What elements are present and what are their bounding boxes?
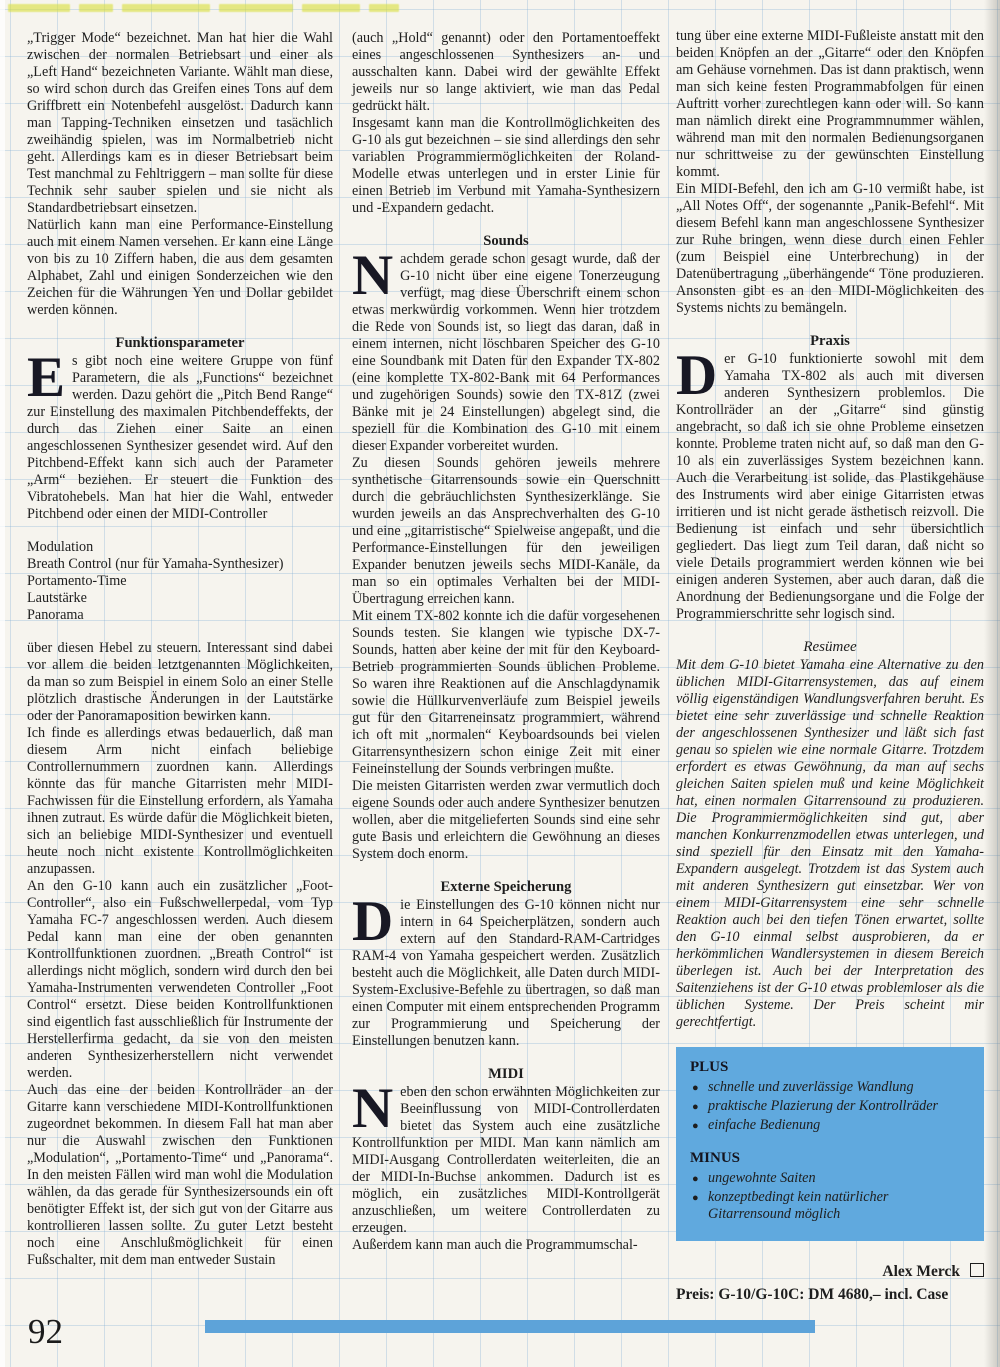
plus-item-text: schnelle und zuverlässige Wandlung — [708, 1079, 914, 1095]
section-heading-funktionsparameter: Funktionsparameter — [115, 335, 245, 351]
faded-text-block — [369, 4, 399, 12]
paragraph-hold: (auch „Hold“ genannt) oder den Portamentoeffekt eines angeschlossenen Synthesizers an- und ausschalten kann. Dabei wird der gewählte Effekt jeweils nur so lange aktiviert, wie man das Pedal gedrückt hält. — [352, 30, 660, 114]
paragraph-foot-controller: An den G-10 kann auch ein zusätzlicher „Foot-Controller“, also ein Fußschwellerpedal, vom Typ Yamaha FC-7 angeschlossen werden. Auch diesem Pedal kann man eine der oben genannten Kontrollfunktionen zuordnen. „Breath Control“ ist allerdings nicht möglich, sondern wird durch den bei Yamaha-Instrumenten verwendeten Controller „Foot Control“ ersetzt. Diese beiden Kontrollfunktionen sind eigentlich fast ausschließlich für Instrumente der Herstellerfirma gedacht, da sie von den meisten anderen Synthesizerherstellern nicht verwendet werden. — [27, 878, 333, 1081]
section-heading-midi: MIDI — [488, 1066, 524, 1082]
column-middle — [352, 30, 660, 1254]
bullet-icon: ● — [692, 1082, 699, 1094]
paragraph-kontrollraeder: Auch das eine der beiden Kontrollräder an der Gitarre kann verschiedene MIDI-Kontrollfunktionen zugeordnet bekommen. In diesem Fall hat man aber nur die Auswahl zwischen den Funktionen „Modulation“, „Portamento-Time“ und „Panorama“. In den meisten Fällen wird man wohl die Modulation wählen, da das gerade für Synthesizersounds ein oft benötigter Effekt ist, der sich gut von der Gitarre aus kontrollieren lassen sollte. Zu guter Letzt besteht noch eine Anschlußmöglichkeit für einen Fußschalter, mit dem man entweder Sustain — [27, 1082, 333, 1268]
minus-item — [690, 1170, 970, 1187]
section-heading-praxis: Praxis — [810, 333, 850, 349]
bullet-icon: ● — [692, 1173, 699, 1185]
plus-minus-box — [676, 1047, 984, 1241]
paragraph-text: eben den schon erwähnten Möglichkeiten zur Beeinflussung von MIDI-Controllerdaten bietet das System auch eine zusätzliche Kontrollfunktion per MIDI. Man kann nämlich am MIDI-Ausgang Controllerdaten weiterleiten, die an der MIDI-In-Buchse ankommen. Dadurch ist es möglich, ein zusätzliches MIDI-Kontrollgerät anzuschließen, um weitere Controllerdaten zu erzeugen. — [352, 1084, 660, 1236]
dropcap-n2: N — [352, 1077, 394, 1140]
paragraph-programmumschaltung: Außerdem kann man auch die Programmumschal- — [352, 1237, 638, 1253]
bullet-icon: ● — [692, 1120, 699, 1132]
paragraph-eigene-sounds: Die meisten Gitarristen werden zwar vermutlich doch eigene Sounds oder auch andere Synthesizer benutzen wollen, aber die mitgelieferten Sounds sind eine sehr gute Basis und erleichtern die Gewöhnung an dieses System doch enorm. — [352, 778, 660, 862]
paragraph-trigger-mode: „Trigger Mode“ bezeichnet. Man hat hier die Wahl zwischen der normalen Betriebsart und einer als „Left Hand“ bezeichneten Variante. Wählt man diese, so wird schon durch das Greifen eines Tons auf dem Griffbrett ein Notenbefehl ausgelöst. Dadurch kann man Tapping-Techniken einsetzen und tasächlich zweihändig spielen, was im Normalbetrieb nicht geht. Allerdings kam es in dieser Betriebsart beim Test manchmal zu Fehltriggern – man sollte für diese Technik sehr sauber spielen und sie nicht als Standardbetriebsart einsetzen. — [27, 30, 333, 216]
price-line: Preis: G-10/G-10C: DM 4680,– incl. Case — [676, 1286, 949, 1303]
dropcap-d2: D — [676, 344, 718, 407]
column-right — [676, 28, 984, 1303]
section-heading-resumee: Resümee — [803, 639, 857, 655]
list-item: Lautstärke — [27, 590, 87, 606]
minus-item-text: konzeptbedingt kein natürlicher Gitarrensound möglich — [708, 1189, 889, 1222]
paragraph-tx802-test: Mit einem TX-802 konnte ich die dafür vorgesehenen Sounds testen. Sie klangen wie typische DX-7-Sounds, hatten aber keine der mit für den Keyboard-Betrieb programmierten Sounds üblichen Probleme. So waren ihre Reaktionen auf die Anschlagdynamik sowie die Hüllkurvenverläufe zum Beispiel jeweils gut für den Gitarreneinsatz programmiert, während ich oft mit „normalen“ Keyboardsounds bei vielen Gitarrensynthesizern schon einige Zeit mit einer Feineinstellung der Sounds verbringen mußte. — [352, 608, 660, 777]
paragraph-sound-typen: Zu diesen Sounds gehören jeweils mehrere synthetische Gitarrensounds sowie ein Querschnitt durch die gebräuchlichsten Synthesizerklänge. Sie wurden jeweils an das Ansprechverhalten des G-10 und eine „gitarristische“ Spielweise angepaßt, und die Performance-Einstellungen für den jeweiligen Expander benutzen jeweils sechs MIDI-Kanäle, da man so ein optimales Verhalten bei der MIDI-Übertragung erreichen kann. — [352, 455, 660, 607]
paragraph-bedauerlich: Ich finde es allerdings etwas bedauerlich, daß man diesem Arm nicht einfach beliebige Controllernummern zuordnen kann. Allerdings könnte das für manche Gitarristen mehr MIDI-Fachwissen für die Einstellung erfordern, als Yamaha ihnen zutraut. Es würde dafür die Möglichkeit bieten, sich an beliebige MIDI-Synthesizer und eventuell heute noch nicht existente Kontrollmöglichkeiten anzupassen. — [27, 725, 333, 877]
minus-item-text: ungewohnte Saiten — [708, 1170, 816, 1186]
paragraph-text: achdem gerade schon gesagt wurde, daß der G-10 nicht über eine eigene Tonerzeugung verfügt, mag diese Überschrift einem schon etwas merkwürdig vorkommen. Wenn hier trotzdem die Rede von Sounds ist, so liegt das daran, daß in einem internen, nicht löschbaren Speicher des G-10 eine Soundbank mit Daten für den Expander TX-802 (eine komplette TX-802-Bank mit 64 Performances und zugehörigen Sounds) sowie den TX-81Z (zwei Bänke mit je 24 Einstellungen) abgelegt sind, die speziell für die Kombination des G-10 mit einem dieser Expander vorbereitet wurden. — [352, 251, 660, 454]
dropcap-n: N — [352, 244, 394, 307]
author-line — [676, 1263, 984, 1280]
faded-text-block — [122, 4, 210, 12]
author-name: Alex Merck — [882, 1263, 960, 1280]
controller-functions-list — [27, 539, 333, 624]
paragraph-functions — [27, 346, 333, 523]
faded-text-block — [8, 4, 70, 12]
paragraph-text: ie Einstellungen des G-10 können nicht nur intern in 64 Speicherplätzen, sondern auch extern auf den Standard-RAM-Cartridges RAM-4 von Yamaha gespeichert werden. Zusätzlich besteht auch die Möglichkeit, alle Daten durch MIDI-System-Exclusive-Befehle zu übertragen, so daß man einen Computer mit einem entsprechenden Programm zur Programmierung und Speicherung der Einstellungen benutzen kann. — [352, 897, 660, 1049]
plus-item — [690, 1117, 970, 1134]
paragraph-all-notes-off: Ein MIDI-Befehl, den ich am G-10 vermißt habe, ist „All Notes Off“, der sogenannte „Panik-Befehl“. Mit diesem Befehl kann man angeschlossene Synthesizer zur Ruhe bringen, wenn diese durch einen Fehler (zum Beispiel eine Unterbrechung) in der Datenübertragung „überhängende“ Töne produzieren. Ansonsten gibt es an den MIDI-Möglichkeiten des Systems nichts zu bemängeln. — [676, 181, 984, 316]
list-item: Portamento-Time — [27, 573, 127, 589]
bullet-icon: ● — [692, 1192, 699, 1204]
plus-item — [690, 1079, 970, 1096]
paragraph-text: er G-10 funktionierte sowohl mit dem Yamaha TX-802 als auch mit diversen anderen Synthesizern problemlos. Die Kontrollräder an der „Gitarre“ sind günstig angebracht, so daß ich sie ohne Probleme einsetzen konnte. Probleme traten nicht auf, so daß man den G-10 als ein zuverlässiges System bezeichnen kann. Auch die Verarbeitung ist solide, das Plastikgehäuse des Instruments wird aber einige Gitarristen etwas irritieren und ist nicht gerade ästhetisch reizvoll. Die Bedienung ist einfach und sehr übersichtlich gegliedert. Das liegt zum Teil daran, daß nicht so viele Details programmiert werden können wie bei einigen anderen Systemen, aber auch daran, daß die Anordnung der Bedienungsorgane und die Folge der Programmierschritte sehr logisch sind. — [676, 351, 984, 622]
faded-header-note — [8, 4, 399, 13]
minus-list — [690, 1170, 970, 1223]
list-item: Panorama — [27, 607, 84, 623]
bottom-accent-bar — [205, 1320, 815, 1333]
minus-label: MINUS — [690, 1150, 741, 1166]
page-number: 92 — [28, 1312, 63, 1351]
paragraph-externe-speicherung — [352, 890, 660, 1050]
dropcap-e: E — [27, 346, 66, 409]
paragraph-text: s gibt noch eine weitere Gruppe von fünf Parametern, die als „Functions“ bezeichnet werden. Dazu gehört die „Pitch Bend Range“ zur Einstellung des maximalen Pitchbendeffekts, der durch das Ziehen einer Saite an einen angeschlossenen Synthesizer gesendet wird. Auf den Pitchbend-Effekt kann sich auch der Parameter „Arm“ beziehen. Er steuert die Funktion des Vibratohebels. Man hat hier die Wahl, entweder Pitchbend oder einen der MIDI-Controller — [27, 353, 333, 522]
paragraph-hebel: über diesen Hebel zu steuern. Interessant sind dabei vor allem die beiden letztgenannten Möglichkeiten, da man so zum Beispiel in einem Solo an einer Stelle plötzlich drastische Änderungen in der Lautstärke oder der Panoramaposition bewirken kann. — [27, 640, 333, 724]
paragraph-fussleiste: tung über eine externe MIDI-Fußleiste anstatt mit den beiden Knöpfen an der „Gitarre“ oder den Knöpfen am Gehäuse vornehmen. Das ist dann praktisch, wenn man sich keine festen Programmabfolgen für einen Auftritt vorher zurechtlegen kann oder will. So kann man nämlich direkt eine Programmnummer wählen, während man mit den normalen Bedienungsorganen nur schrittweise zu der gewünschten Einstellung kommt. — [676, 28, 984, 180]
paragraph-resumee: Mit dem G-10 bietet Yamaha eine Alternative zu den üblichen MIDI-Gitarrensystemen, das auf einem völlig eigenständigen Wandlungsverfahren beruht. Es bietet eine sehr zuverlässige und schnelle Reaktion der angeschlossenen Synthesizer und läßt sich fast genau so spielen wie eine normale Gitarre. Trotzdem erfordert es etwas Gewöhnung, da man auf sechs gleichen Saiten spielen muß und keine Möglichkeit hat, einen normalen Gitarrensound zu produzieren. Die Programmiermöglichkeiten sind gut, aber manchen Konkurrenzmodellen etwas unterlegen, und sind speziell für den Einsatz mit den Yamaha-Expandern ausgelegt. Trotzdem ist das System auch mit anderen Synthesizern gut einsetzbar. Wer von einem MIDI-Gitarrensystem eine sehr schnelle Reaktion auch bei den tiefen Tönen erwartet, sollte den G-10 einmal selbst ausprobieren, da er herkömmlichen Wandlersystemen in diesem Bereich überlegen ist. Auch bei der Interpretation des Saitenziehens ist der G-10 etwas problemloser als die üblichen Systeme. Der Preis scheint mir gerechtfertigt. — [676, 657, 984, 1030]
scan-edge-left — [0, 0, 5, 1367]
section-heading-sounds: Sounds — [483, 233, 529, 249]
paragraph-insgesamt: Insgesamt kann man die Kontrollmöglichkeiten des G-10 als gut bezeichnen – sie sind allerdings den sehr variablen Programmiermöglichkeiten der Roland-Modelle etwas unterlegen und in erster Linie für einen Betrieb im Verbund mit Yamaha-Synthesizern und -Expandern gedacht. — [352, 115, 660, 216]
plus-item-text: einfache Bedienung — [708, 1117, 821, 1133]
list-item: Modulation — [27, 539, 94, 555]
plus-item — [690, 1098, 970, 1115]
plus-label: PLUS — [690, 1059, 729, 1075]
minus-item — [690, 1189, 970, 1223]
paragraph-praxis — [676, 344, 984, 623]
paragraph-sounds-intro — [352, 244, 660, 455]
plus-item-text: praktische Plazierung der Kontrollräder — [708, 1098, 939, 1114]
faded-text-block — [79, 4, 113, 12]
list-item: Breath Control (nur für Yamaha-Synthesizer) — [27, 556, 284, 572]
end-of-article-box-icon — [970, 1263, 984, 1277]
scan-edge-shadow — [984, 0, 1000, 1367]
paragraph-midi — [352, 1077, 660, 1237]
section-heading-externe-speicherung: Externe Speicherung — [440, 879, 572, 895]
plus-list — [690, 1079, 970, 1134]
column-left — [27, 30, 333, 1269]
faded-text-block — [219, 4, 293, 12]
faded-text-block — [302, 4, 360, 12]
paragraph-performance-name: Natürlich kann man eine Performance-Einstellung auch mit einem Namen versehen. Er kann eine Länge von bis zu 10 Ziffern haben, die aus dem gesamten Alphabet, Zahl und einigen Sonderzeichen wie den Zeichen für die Währungen Yen und Dollar gebildet werden können. — [27, 217, 333, 318]
bullet-icon: ● — [692, 1101, 699, 1113]
dropcap-d: D — [352, 890, 394, 953]
